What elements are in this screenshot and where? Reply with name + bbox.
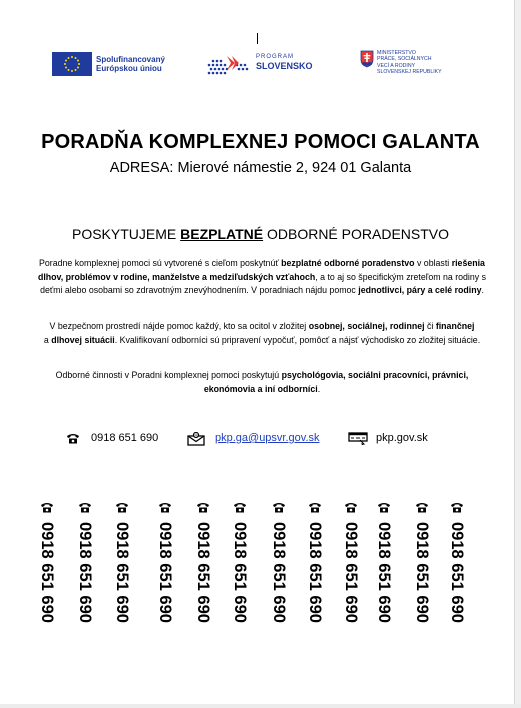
email-link[interactable]: pkp.ga@upsvr.gov.sk [215,432,320,444]
tearoff-number: 0918 651 690 [156,522,174,623]
eu-logo-text [96,55,165,73]
bold-run: dlhovej situácii [51,334,115,345]
eu-line-2: Európskou úniou [96,64,162,73]
phone-icon [233,500,247,519]
phone-icon [158,500,172,519]
bold-run: psychológovia, sociálni pracovníci, právnici, ekonómovia a iní odborníci [203,370,469,394]
tearoff-strip[interactable] [74,500,96,650]
paragraph-safe-environment [32,320,492,347]
text-cursor [257,33,258,44]
bold-run: jednotlivci, páry a celé rodiny [358,285,482,296]
text-run: a [43,334,52,345]
tearoff-strip[interactable] [340,500,362,650]
tearoff-number: 0918 651 690 [342,522,360,623]
tearoff-strip[interactable] [446,500,468,650]
text-run: . [481,285,484,296]
program-line-1: PROGRAM [256,54,295,60]
page-title: PORADŇA KOMPLEXNEJ POMOCI GALANTA [41,131,480,153]
program-slovensko-logo [206,52,250,76]
email-icon [187,432,205,449]
phone-icon [272,500,286,519]
tearoff-strip[interactable] [229,500,251,650]
program-slovensko-text [256,53,313,71]
paragraph-experts [32,369,492,396]
text-run: V bezpečnom prostredí nájde pomoc každý, kto sa ocitol v zložitej [49,321,309,331]
tearoff-number: 0918 651 690 [413,522,431,623]
page-edge-bottom [0,704,521,708]
phone-icon [78,500,92,519]
ministry-line-4: SLOVENSKEJ REPUBLIKY [377,68,442,75]
web-icon [348,432,368,448]
tearoff-number: 0918 651 690 [76,522,94,623]
eu-line-1: Spolufinancovaný [96,55,165,64]
text-run: , a to aj so špecifickým zreteľom na rodiny s deťmi alebo osobami so zdravotným znevýhodnením. V poradniach nájdu pomoc [40,271,487,296]
website[interactable]: pkp.gov.sk [376,432,428,444]
text-run: . Kvalifikovaní odborníci sú pripravení vypočuť, pomôcť a nájsť východisko zo zložitej situácie. [114,334,481,345]
ministry-logo-text [377,50,467,75]
phone-icon [196,500,210,519]
phone-icon [66,432,80,447]
tearoff-strip[interactable] [36,500,58,650]
text-run: v oblasti [414,258,452,268]
ministry-line-3: VECÍ A RODINY [377,62,416,69]
tearoff-number: 0918 651 690 [375,522,393,623]
offer-before: POSKYTUJEME [71,226,181,242]
tearoff-strip[interactable] [154,500,176,650]
text-run: . [317,383,321,394]
tearoff-strip[interactable] [192,500,214,650]
text-run: či [424,321,436,331]
svg-text:@: @ [193,433,199,439]
text-run: Poradne komplexnej pomoci sú vytvorené s cieľom poskytnúť [39,258,282,268]
tearoff-strip[interactable] [411,500,433,650]
bold-run: finančnej [435,321,475,331]
offer-after: ODBORNÉ PORADENSTVO [263,226,450,242]
ministry-line-1: MINISTERSTVO [377,50,416,56]
tearoff-number: 0918 651 690 [448,522,466,623]
tearoff-number: 0918 651 690 [270,522,288,623]
tearoff-number: 0918 651 690 [194,522,212,623]
phone-icon [450,500,464,519]
eu-flag-logo [52,52,92,76]
tearoff-number: 0918 651 690 [38,522,56,623]
ministry-line-2: PRÁCE, SOCIÁLNYCH [377,56,432,63]
tearoff-number: 0918 651 690 [306,522,324,623]
tearoff-strip[interactable] [373,500,395,650]
page-edge [514,0,521,708]
tearoff-number: 0918 651 690 [113,522,131,623]
offer-heading [0,226,521,242]
phone-icon [377,500,391,519]
phone-icon [40,500,54,519]
logo-row [0,48,521,82]
phone-icon [308,500,322,519]
bold-run: bezplatné odborné poradenstvo [281,258,415,268]
paragraph-intro [32,257,492,298]
text-run: Odborné činnosti v Poradni komplexnej pomoci poskytujú [55,370,282,380]
address-line: ADRESA: Mierové námestie 2, 924 01 Galanta [109,160,412,176]
tearoff-strip[interactable] [111,500,133,650]
phone-icon [344,500,358,519]
bold-run: riešenia dlhov, problémov v rodine, manželstve a medziľudských vzťahoch [37,258,485,282]
tearoff-strip[interactable] [268,500,290,650]
phone-number: 0918 651 690 [91,432,159,444]
tearoff-strip[interactable] [304,500,326,650]
phone-icon [115,500,129,519]
phone-icon [415,500,429,519]
slovak-coat-of-arms-icon [360,50,374,68]
program-line-2: SLOVENSKO [256,61,313,71]
tearoff-number: 0918 651 690 [231,522,249,623]
offer-highlight: BEZPLATNÉ [180,226,264,242]
bold-run: osobnej, sociálnej, rodinnej [308,321,425,331]
